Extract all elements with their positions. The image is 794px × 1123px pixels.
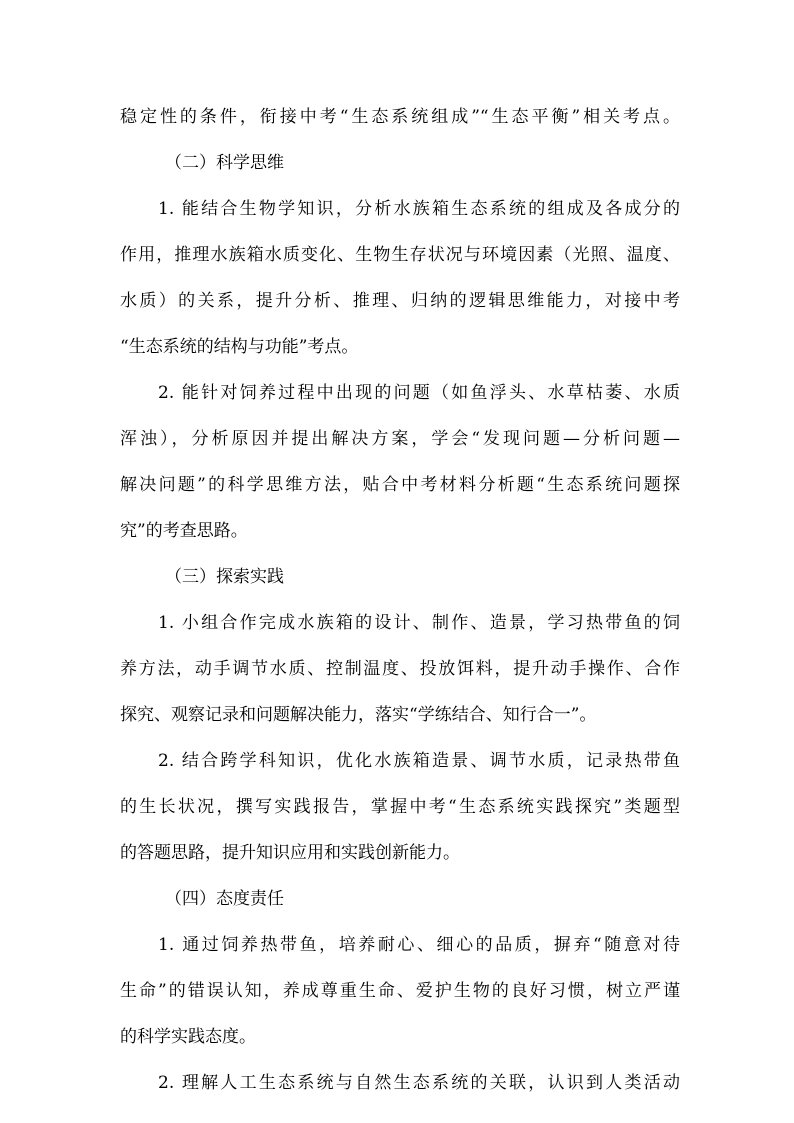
paragraph-line: 探究、观察记录和问题解决能力，落实“学练结合、知行合一”。 (120, 705, 597, 725)
paragraph-line: 水质）的关系，提升分析、推理、归纳的逻辑思维能力，对接中考 (120, 291, 680, 311)
paragraph-line: 1. 能结合生物学知识，分析水族箱生态系统的组成及各成分的 (158, 199, 680, 219)
paragraph-practice-2 (120, 747, 680, 867)
paragraph-line: 究”的考查思路。 (120, 521, 248, 541)
paragraph-line: 的生长状况，撰写实践报告，掌握中考“生态系统实践探究”类题型 (120, 797, 680, 817)
paragraph-line: 2. 能针对饲养过程中出现的问题（如鱼浮头、水草枯萎、水质 (158, 383, 680, 403)
paragraph-line: 养方法，动手调节水质、控制温度、投放饵料，提升动手操作、合作 (120, 659, 680, 679)
paragraph-practice-1 (120, 609, 680, 729)
paragraph-line: 的科学实践态度。 (120, 1027, 256, 1047)
document-body (120, 103, 680, 1097)
paragraph-line: 生命”的错误认知，养成尊重生命、爱护生物的良好习惯，树立严谨 (120, 981, 680, 1001)
paragraph-line: “生态系统的结构与功能”考点。 (120, 337, 359, 357)
paragraph-attitude-2 (120, 1069, 680, 1097)
paragraph-thinking-2 (120, 379, 680, 545)
paragraph-line: 1. 通过饲养热带鱼，培养耐心、细心的品质，摒弃“随意对待 (158, 935, 680, 955)
section-heading-attitude-responsibility: （四）态度责任 (165, 889, 284, 909)
paragraph-line: 2. 结合跨学科知识，优化水族箱造景、调节水质，记录热带鱼 (158, 751, 680, 771)
section-heading-exploration-practice: （三）探索实践 (165, 567, 284, 587)
paragraph-line: 浑浊），分析原因并提出解决方案，学会“发现问题—分析问题— (120, 429, 680, 449)
paragraph-line: 作用，推理水族箱水质变化、生物生存状况与环境因素（光照、温度、 (120, 245, 680, 265)
paragraph-continuation-line: 稳定性的条件，衔接中考“生态系统组成”“生态平衡”相关考点。 (120, 107, 680, 127)
paragraph-attitude-1 (120, 931, 680, 1051)
paragraph-thinking-1 (120, 195, 680, 361)
section-heading-scientific-thinking: （二）科学思维 (165, 153, 284, 173)
paragraph-line: 的答题思路，提升知识应用和实践创新能力。 (120, 843, 460, 863)
paragraph-line: 2. 理解人工生态系统与自然生态系统的关联，认识到人类活动 (158, 1073, 680, 1093)
paragraph-line: 解决问题”的科学思维方法，贴合中考材料分析题“生态系统问题探 (120, 475, 680, 495)
paragraph-line: 1. 小组合作完成水族箱的设计、制作、造景，学习热带鱼的饲 (158, 613, 680, 633)
